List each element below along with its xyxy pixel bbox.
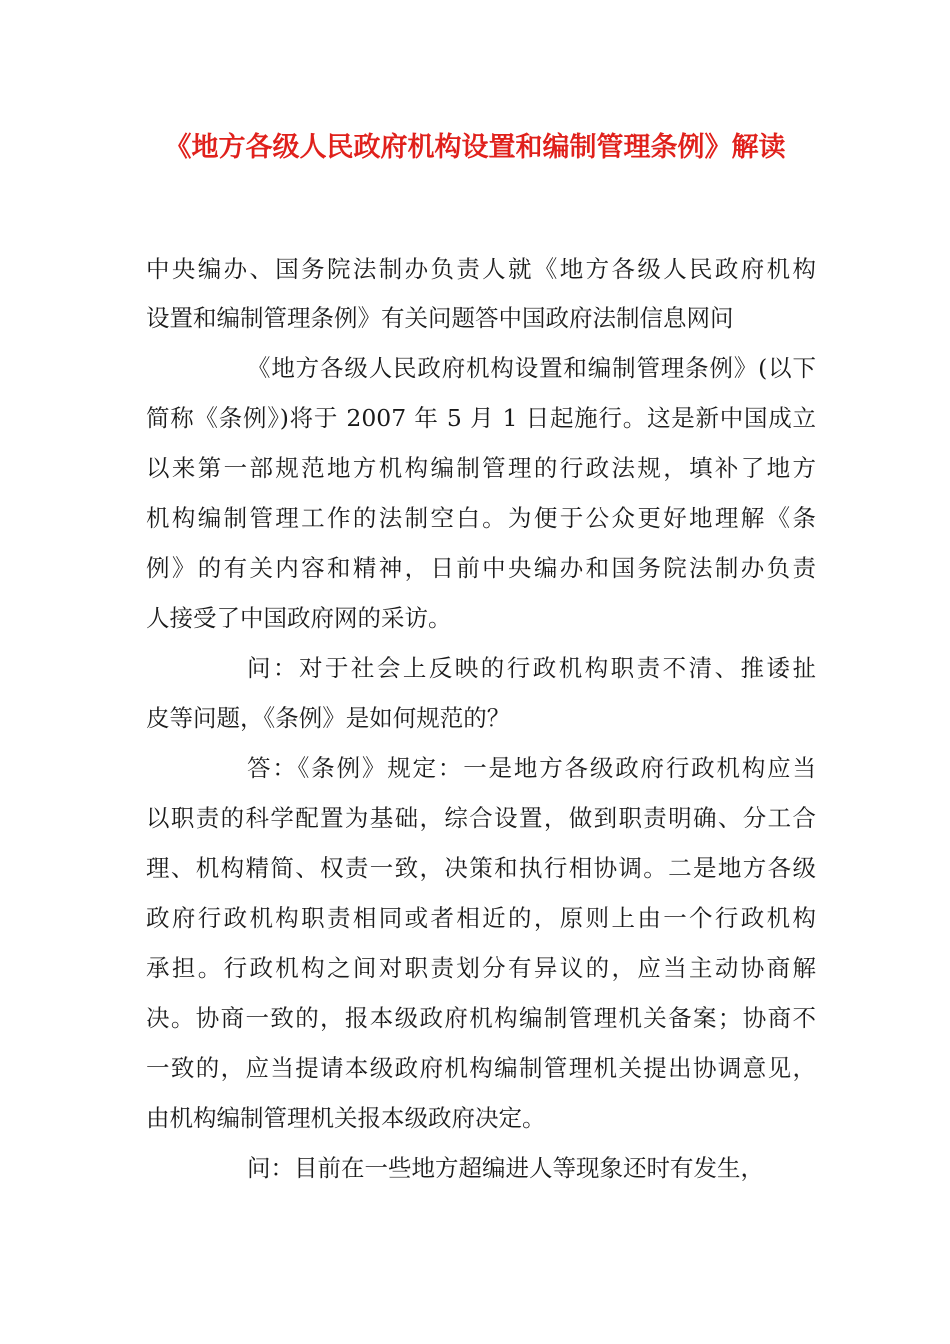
text-line: 问：对于社会上反映的行政机构职责不清、推诿扯: [247, 654, 816, 682]
text-line: 人接受了中国政府网的采访。: [146, 604, 452, 632]
text-line: 以职责的科学配置为基础，综合设置，做到职责明确、分工合: [146, 804, 816, 832]
text-line: 设置和编制管理条例》有关问题答中国政府法制信息网问: [146, 304, 734, 332]
text-line: 问：目前在一些地方超编进人等现象还时有发生，: [247, 1154, 764, 1182]
text-line: 中央编办、国务院法制办负责人就《地方各级人民政府机构: [146, 255, 816, 283]
text-line: 答：《条例》规定：一是地方各级政府行政机构应当: [247, 754, 816, 782]
text-line: 政府行政机构职责相同或者相近的，原则上由一个行政机构: [146, 904, 816, 932]
text-line: 以来第一部规范地方机构编制管理的行政法规，填补了地方: [146, 454, 816, 482]
text-line: 皮等问题，《条例》是如何规范的？: [146, 704, 511, 732]
text-line: 决。协商一致的，报本级政府机构编制管理机关备案；协商不: [146, 1004, 816, 1032]
text-line: 例》的有关内容和精神，日前中央编办和国务院法制办负责: [146, 554, 816, 582]
text-line: 理、机构精简、权责一致，决策和执行相协调。二是地方各级: [146, 854, 816, 882]
document-title: 《地方各级人民政府机构设置和编制管理条例》解读: [164, 132, 786, 163]
text-line: 《地方各级人民政府机构设置和编制管理条例》(以下: [247, 354, 816, 382]
text-line: 一致的，应当提请本级政府机构编制管理机关提出协调意见，: [146, 1054, 816, 1082]
text-line: 由机构编制管理机关报本级政府决定。: [146, 1104, 546, 1132]
text-line: 简称《条例》)将于 2007 年 5 月 1 日起施行。这是新中国成立: [146, 404, 816, 432]
text-line: 承担。行政机构之间对职责划分有异议的，应当主动协商解: [146, 954, 816, 982]
text-line: 机构编制管理工作的法制空白。为便于公众更好地理解《条: [146, 504, 816, 532]
